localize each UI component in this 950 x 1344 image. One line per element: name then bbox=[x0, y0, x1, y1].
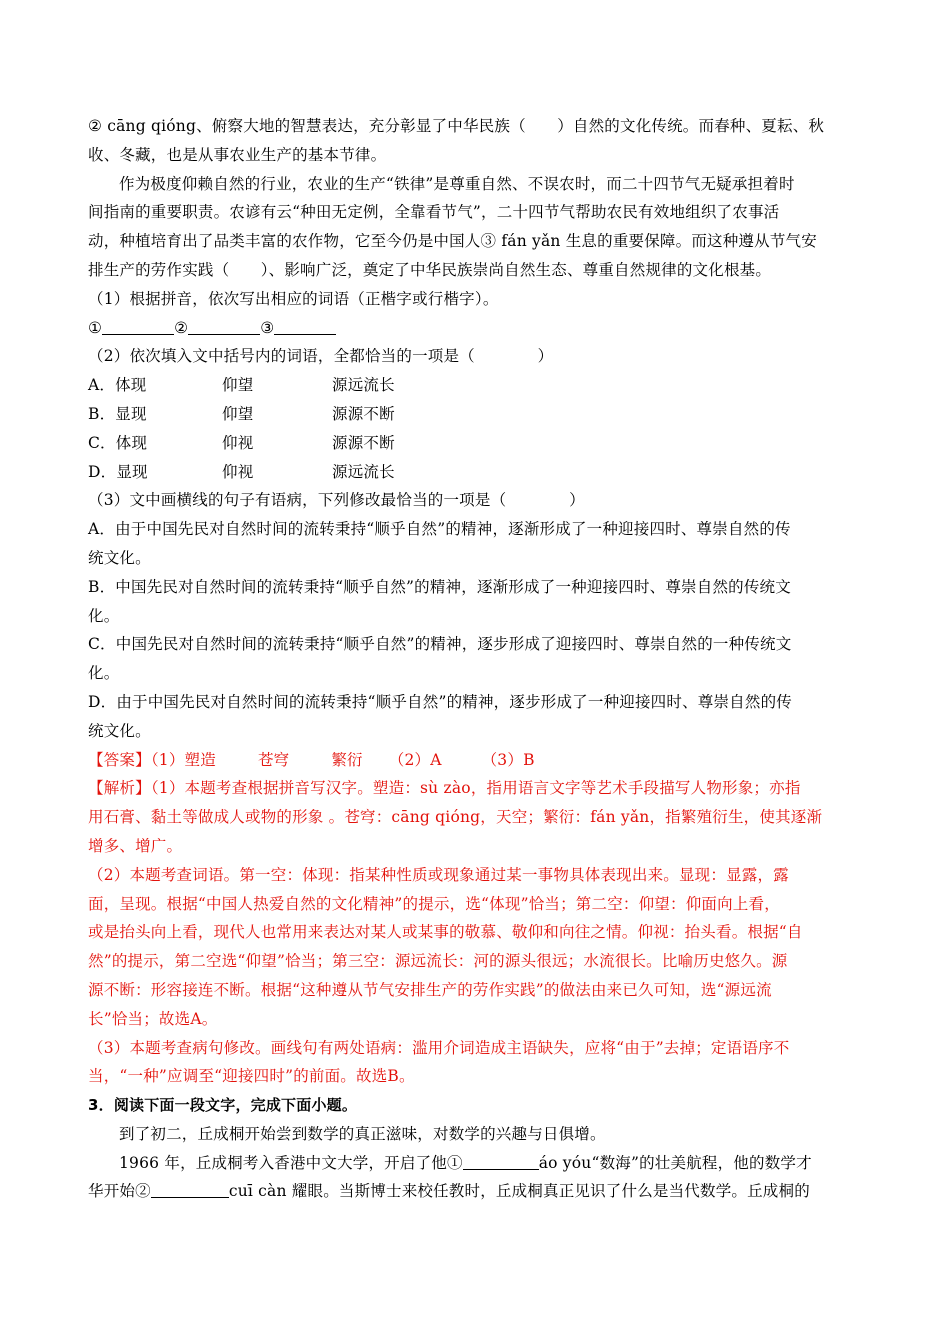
analysis-line: 长”恰当；故选A。 bbox=[88, 1009, 218, 1028]
choice-option-c: C．中国先民对自然时间的流转秉持“顺乎自然”的精神，逐步形成了迎接四时、尊崇自然的一种传统文 bbox=[88, 635, 792, 654]
answer-blank-3[interactable] bbox=[274, 318, 336, 335]
question-1-blanks bbox=[88, 314, 863, 343]
answer-blank-1[interactable] bbox=[102, 318, 174, 335]
analysis-line bbox=[88, 774, 863, 803]
blank-marker-3: ③ bbox=[260, 318, 275, 337]
answer-blank-5[interactable] bbox=[151, 1181, 229, 1198]
option-word: 仰望 bbox=[222, 376, 254, 395]
answer-part: （3）B bbox=[481, 750, 535, 769]
choice-option-a: A．由于中国先民对自然时间的流转秉持“顺乎自然”的精神，逐渐形成了一种迎接四时、尊崇自然的传 bbox=[88, 520, 791, 539]
passage-line: 作为极度仰赖自然的行业，农业的生产“铁律”是尊重自然、不误农时，而二十四节气无疑承担着时 bbox=[119, 174, 795, 193]
answer-part: 繁衍 bbox=[331, 750, 363, 769]
answer-part: （2）A bbox=[388, 750, 442, 769]
section-3-heading: 3．阅读下面一段文字，完成下面小题。 bbox=[88, 1096, 358, 1115]
passage-line: 间指南的重要职责。农谚有云“种田无定例，全靠看节气”，二十四节气帮助农民有效地组织了农事活 bbox=[88, 203, 780, 222]
option-label: A．体现 bbox=[88, 376, 147, 395]
option-label: D．显现 bbox=[88, 462, 148, 481]
analysis-text: （1）本题考查根据拼音写汉字。塑造：sù zào，指用语言文字等艺术手段描写人物形象；亦指 bbox=[150, 779, 801, 798]
answer-blank-2[interactable] bbox=[188, 318, 260, 335]
option-word: 仰视 bbox=[222, 433, 254, 452]
choice-option-d: D．由于中国先民对自然时间的流转秉持“顺乎自然”的精神，逐步形成了一种迎接四时、尊崇自然的传 bbox=[88, 692, 792, 711]
choice-option-c-cont: 化。 bbox=[88, 664, 120, 683]
analysis-line: （2）本题考查词语。第一空：体现：指某种性质或现象通过某一事物具体表现出来。显现：显露，露 bbox=[88, 865, 789, 884]
answer-part: （1）塑造 bbox=[150, 750, 216, 769]
answer-line bbox=[88, 746, 863, 775]
option-word: 源远流长 bbox=[332, 462, 395, 481]
choice-option-a-cont: 统文化。 bbox=[88, 548, 151, 567]
analysis-line: 当，“一种”应调至“迎接四时”的前面。故选B。 bbox=[88, 1067, 415, 1086]
option-word: 源源不断 bbox=[332, 404, 395, 423]
passage-line: 排生产的劳作实践（ ）、影响广泛，奠定了中华民族崇尚自然生态、尊重自然规律的文化根基。 bbox=[88, 260, 772, 279]
choice-option bbox=[88, 400, 863, 429]
analysis-line: 增多、增广。 bbox=[88, 836, 183, 855]
passage-text: 1966 年，丘成桐考入香港中文大学，开启了他① bbox=[119, 1153, 463, 1172]
question-1-prompt: （1）根据拼音，依次写出相应的词语（正楷字或行楷字）。 bbox=[88, 289, 499, 308]
option-word: 仰视 bbox=[222, 462, 254, 481]
choice-option bbox=[88, 429, 863, 458]
passage-text: cuī càn 耀眼。当斯博士来校任教时，丘成桐真正见识了什么是当代数学。丘成桐的 bbox=[228, 1182, 810, 1201]
choice-option bbox=[88, 371, 863, 400]
question-3-prompt: （3）文中画横线的句子有语病，下列修改最恰当的一项是（ ） bbox=[88, 491, 585, 510]
analysis-line: 源不断：形容接连不断。根据“这种遵从节气安排生产的劳作实践”的做法由来已久可知，选“源远流 bbox=[88, 980, 772, 999]
option-label: B．显现 bbox=[88, 404, 147, 423]
option-word: 源远流长 bbox=[332, 376, 395, 395]
question-2-prompt: （2）依次填入文中括号内的词语，全都恰当的一项是（ ） bbox=[88, 347, 554, 366]
analysis-line: （3）本题考查病句修改。画线句有两处语病：滥用介词造成主语缺失，应将“由于”去掉；定语语序不 bbox=[88, 1038, 790, 1057]
analysis-line: 然”的提示，第二空选“仰望”恰当；第三空：源远流长：河的源头很远；水流很长。比喻历史悠久。源 bbox=[88, 952, 788, 971]
option-word: 源源不断 bbox=[332, 433, 395, 452]
choice-option-b: B．中国先民对自然时间的流转秉持“顺乎自然”的精神，逐渐形成了一种迎接四时、尊崇自然的传统文 bbox=[88, 577, 791, 596]
answer-blank-4[interactable] bbox=[463, 1153, 539, 1170]
passage-line: 动，种植培育出了品类丰富的农作物，它至今仍是中国人③ fán yǎn 生息的重要保障。而这种遵从节气安 bbox=[88, 232, 817, 251]
option-label: C．体现 bbox=[88, 433, 148, 452]
answer-tag: 【答案】 bbox=[88, 750, 151, 769]
choice-option-d-cont: 统文化。 bbox=[88, 721, 151, 740]
analysis-line: 用石膏、黏土等做成人或物的形象 。苍穹：cāng qióng，天空；繁衍：fán yǎn，指繁殖衍生，使其逐渐 bbox=[88, 808, 823, 827]
answer-part: 苍穹 bbox=[257, 750, 290, 769]
passage-line: ② cāng qióng、俯察大地的智慧表达，充分彰显了中华民族（ ）自然的文化传统。而春种、夏耘、秋 bbox=[88, 117, 825, 135]
analysis-line: 或是抬头向上看，现代人也常用来表达对某人或某事的敬慕、敬仰和向往之情。仰视：抬头看。根据“自 bbox=[88, 923, 803, 942]
analysis-line: 面，呈现。根据“中国人热爱自然的文化精神”的提示，选“体现”恰当；第二空：仰望：仰面向上看， bbox=[88, 894, 780, 913]
analysis-tag: 【解析】 bbox=[88, 779, 151, 798]
passage-line: 收、冬藏，也是从事农业生产的基本节律。 bbox=[88, 145, 387, 164]
passage-line bbox=[88, 1177, 863, 1206]
passage-text: áo yóu“数海”的壮美航程，他的数学才 bbox=[538, 1153, 812, 1172]
passage-text: 华开始② bbox=[88, 1182, 151, 1201]
blank-marker-2: ② bbox=[174, 318, 189, 337]
document-page bbox=[88, 112, 863, 1206]
option-word: 仰望 bbox=[222, 404, 254, 423]
choice-option-b-cont: 化。 bbox=[88, 606, 120, 625]
passage-line bbox=[88, 1149, 863, 1178]
passage-line: 到了初二，丘成桐开始尝到数学的真正滋味，对数学的兴趣与日俱增。 bbox=[119, 1124, 606, 1143]
choice-option bbox=[88, 458, 863, 487]
blank-marker-1: ① bbox=[88, 318, 103, 337]
